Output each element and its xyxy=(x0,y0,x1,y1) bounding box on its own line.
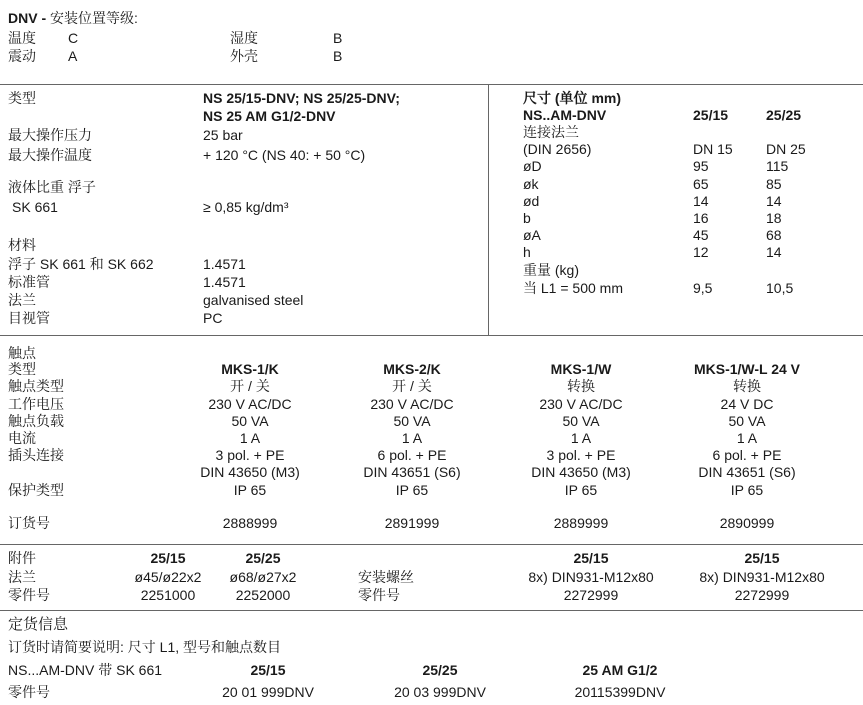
dims-value: 85 xyxy=(766,176,782,192)
dims-value: 14 xyxy=(766,244,782,260)
contact-cell: 3 pol. + PE xyxy=(546,447,616,463)
contact-cell: 6 pol. + PE xyxy=(377,447,447,463)
contact-model: MKS-2/K xyxy=(383,361,441,377)
dims-key: øk xyxy=(523,176,539,192)
dims-weight-key: 当 L1 = 500 mm xyxy=(523,280,623,296)
spec-temp-label: 最大操作温度 xyxy=(8,147,92,163)
contact-cell: 230 V AC/DC xyxy=(208,396,292,412)
accessory-screws-label: 安装螺丝 xyxy=(358,569,414,585)
contact-cell: 50 VA xyxy=(231,413,269,429)
accessory-flange-value: ø45/ø22x2 xyxy=(134,569,202,585)
spec-density-sub-label: SK 661 xyxy=(12,199,58,215)
material-key: 标准管 xyxy=(8,274,50,290)
dims-col-header: 25/25 xyxy=(766,107,802,123)
dims-value: DN 25 xyxy=(766,141,806,157)
spec-type-label: 类型 xyxy=(8,90,36,106)
accessory-part-number: 2251000 xyxy=(140,587,196,603)
accessory-flange-label: 法兰 xyxy=(8,569,36,585)
contact-row-label: 保护类型 xyxy=(8,482,64,498)
contact-cell: 1 A xyxy=(401,430,423,446)
contact-row-label: 电流 xyxy=(8,430,36,446)
order-number-label: 订货号 xyxy=(8,515,50,531)
dims-key: b xyxy=(523,210,531,226)
dims-value: 16 xyxy=(693,210,709,226)
contact-cell: DIN 43651 (S6) xyxy=(363,464,461,480)
order-number: 2888999 xyxy=(222,515,278,531)
accessory-part-label: 零件号 xyxy=(8,587,50,603)
contact-cell: 50 VA xyxy=(728,413,766,429)
dims-value: 95 xyxy=(693,158,709,174)
dims-model: NS..AM-DNV xyxy=(523,107,607,123)
contact-model: MKS-1/W xyxy=(550,361,612,377)
contact-cell: 24 V DC xyxy=(720,396,774,412)
ordering-col-header: 25/25 xyxy=(422,662,458,678)
ordering-col-header: 25/15 xyxy=(250,662,286,678)
dims-value: 14 xyxy=(766,193,782,209)
contact-cell: 230 V AC/DC xyxy=(370,396,454,412)
dims-value: 14 xyxy=(693,193,709,209)
accessory-screws-value: 8x) DIN931-M12x80 xyxy=(699,569,825,585)
ordering-part-number: 20115399DNV xyxy=(574,684,666,700)
spec-type-value: NS 25/15-DNV; NS 25/25-DNV; xyxy=(203,90,400,106)
contact-row-label: 触点类型 xyxy=(8,378,64,394)
divider xyxy=(0,335,863,336)
contact-row-label: 工作电压 xyxy=(8,396,64,412)
dnv-value: A xyxy=(68,48,78,64)
dims-flange-label: 连接法兰 xyxy=(523,124,579,140)
contact-cell: DIN 43651 (S6) xyxy=(698,464,796,480)
dims-key: øD xyxy=(523,158,542,174)
spec-pressure-value: 25 bar xyxy=(203,127,243,143)
material-key: 浮子 SK 661 和 SK 662 xyxy=(8,256,154,272)
accessory-part-number: 2252000 xyxy=(235,587,291,603)
material-value: 1.4571 xyxy=(203,274,246,290)
spec-temp-value: + 120 °C (NS 40: + 50 °C) xyxy=(203,147,366,163)
dnv-key: 温度 xyxy=(8,30,36,46)
dnv-title-rest: 安装位置等级: xyxy=(46,10,138,26)
accessory-col-header: 25/15 xyxy=(744,550,780,566)
dnv-value: B xyxy=(333,48,343,64)
dims-value: 12 xyxy=(693,244,709,260)
dnv-key: 湿度 xyxy=(230,30,258,46)
dnv-key: 震动 xyxy=(8,48,36,64)
contact-cell: 3 pol. + PE xyxy=(215,447,285,463)
contact-cell: IP 65 xyxy=(730,482,764,498)
material-value: 1.4571 xyxy=(203,256,246,272)
divider xyxy=(0,544,863,545)
dims-weight-label: 重量 (kg) xyxy=(523,262,579,278)
contacts-type-label: 类型 xyxy=(8,361,36,377)
contact-cell: IP 65 xyxy=(564,482,598,498)
material-value: galvanised steel xyxy=(203,292,304,308)
contact-row-label: 触点负载 xyxy=(8,413,64,429)
contact-cell: IP 65 xyxy=(395,482,429,498)
divider xyxy=(0,610,863,611)
accessory-screws-value: 8x) DIN931-M12x80 xyxy=(528,569,654,585)
contact-cell: 转换 xyxy=(733,378,761,394)
dims-key: øA xyxy=(523,227,541,243)
accessory-col-header: 25/15 xyxy=(573,550,609,566)
accessory-part-number: 2272999 xyxy=(563,587,619,603)
dims-value: 18 xyxy=(766,210,782,226)
dims-value: 68 xyxy=(766,227,782,243)
contact-cell: DIN 43650 (M3) xyxy=(200,464,300,480)
spec-pressure-label: 最大操作压力 xyxy=(8,127,92,143)
dims-value: 45 xyxy=(693,227,709,243)
contact-row-label: 插头连接 xyxy=(8,447,64,463)
accessories-title: 附件 xyxy=(8,550,36,566)
dims-weight-value: 9,5 xyxy=(693,280,713,296)
contact-cell: 230 V AC/DC xyxy=(539,396,623,412)
dnv-title-bold: DNV - xyxy=(8,10,47,26)
accessory-col-header: 25/15 xyxy=(150,550,186,566)
order-number: 2889999 xyxy=(553,515,609,531)
material-key: 目视管 xyxy=(8,310,50,326)
contact-cell: IP 65 xyxy=(233,482,267,498)
contact-cell: 50 VA xyxy=(393,413,431,429)
contact-cell: 50 VA xyxy=(562,413,600,429)
dims-key: ød xyxy=(523,193,540,209)
contact-model: MKS-1/K xyxy=(221,361,279,377)
spec-type-value: NS 25 AM G1/2-DNV xyxy=(203,108,336,124)
dims-col-header: 25/15 xyxy=(693,107,729,123)
material-value: PC xyxy=(203,310,223,326)
dnv-key: 外壳 xyxy=(230,48,258,64)
contact-cell: 6 pol. + PE xyxy=(712,447,782,463)
dims-value: DN 15 xyxy=(693,141,733,157)
dims-value: 65 xyxy=(693,176,709,192)
dnv-title xyxy=(8,10,138,27)
accessory-flange-value: ø68/ø27x2 xyxy=(229,569,297,585)
dnv-value: C xyxy=(68,30,79,46)
dims-value: 115 xyxy=(766,158,789,174)
column-divider xyxy=(488,84,489,335)
contact-cell: DIN 43650 (M3) xyxy=(531,464,631,480)
ordering-row-label: NS...AM-DNV 带 SK 661 xyxy=(8,662,163,678)
spec-density-value: ≥ 0,85 kg/dm³ xyxy=(203,199,289,215)
contact-cell: 1 A xyxy=(239,430,261,446)
material-key: 法兰 xyxy=(8,292,36,308)
ordering-title: 定货信息 xyxy=(8,616,69,633)
order-number: 2890999 xyxy=(719,515,775,531)
accessory-part-number: 2272999 xyxy=(734,587,790,603)
order-number: 2891999 xyxy=(384,515,440,531)
contact-cell: 1 A xyxy=(736,430,758,446)
contacts-title: 触点 xyxy=(8,345,36,361)
dims-key: (DIN 2656) xyxy=(523,141,592,157)
dnv-value: B xyxy=(333,30,343,46)
dims-weight-value: 10,5 xyxy=(766,280,794,296)
spec-material-label: 材料 xyxy=(8,237,36,253)
dims-title: 尺寸 (单位 mm) xyxy=(523,90,621,106)
ordering-instruction: 订货时请简要说明: 尺寸 L1, 型号和触点数目 xyxy=(8,639,282,655)
contact-cell: 转换 xyxy=(567,378,595,394)
ordering-part-number: 20 03 999DNV xyxy=(394,684,486,700)
contact-cell: 开 / 关 xyxy=(392,378,432,394)
contact-cell: 开 / 关 xyxy=(230,378,270,394)
ordering-col-header: 25 AM G1/2 xyxy=(582,662,658,678)
accessory-part-label: 零件号 xyxy=(358,587,400,603)
ordering-part-label: 零件号 xyxy=(8,684,50,700)
accessory-col-header: 25/25 xyxy=(245,550,281,566)
ordering-part-number: 20 01 999DNV xyxy=(222,684,314,700)
spec-density-label: 液体比重 浮子 xyxy=(8,179,96,195)
contact-cell: 1 A xyxy=(570,430,592,446)
divider xyxy=(0,84,863,85)
contact-model: MKS-1/W-L 24 V xyxy=(693,361,801,377)
dims-key: h xyxy=(523,244,531,260)
